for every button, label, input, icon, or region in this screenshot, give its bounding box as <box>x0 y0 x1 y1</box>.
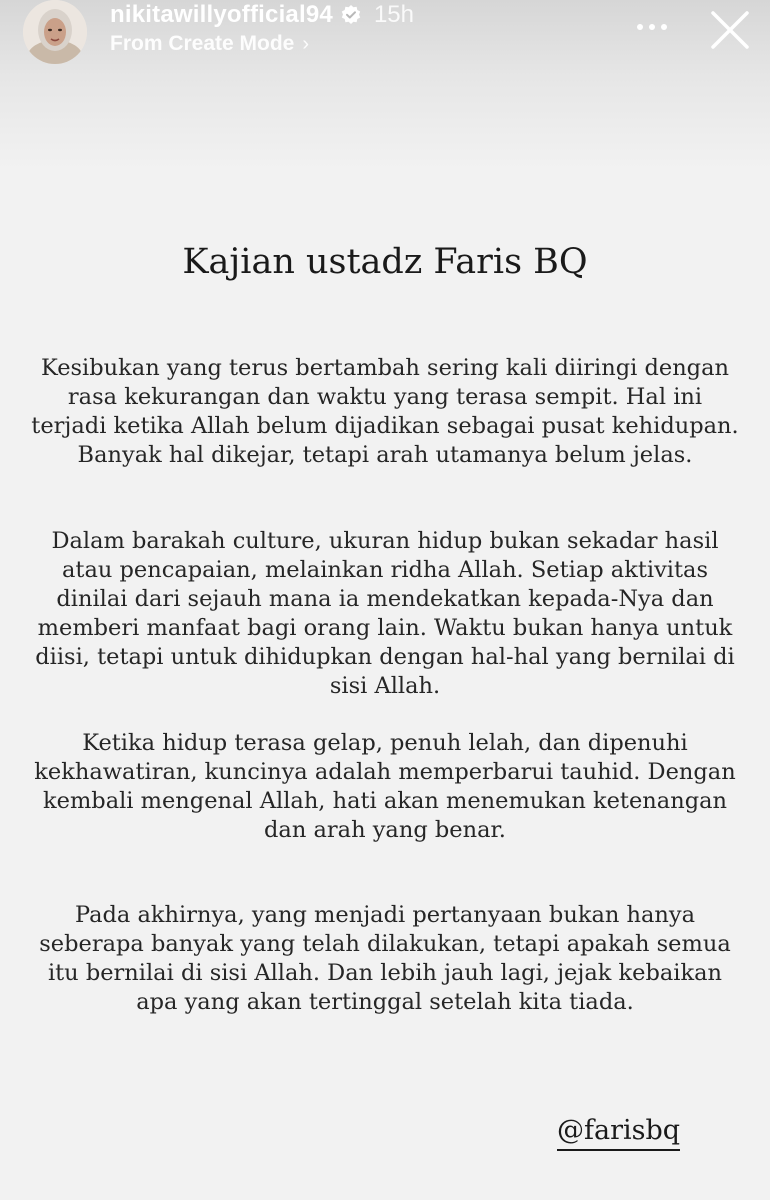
story-paragraph-2: Dalam barakah culture, ukuran hidup bukan sekadar hasil atau pencapaian, melainkan ridha Allah. Setiap aktivitas dinilai dari sejauh mana ia mendekatkan kepada-Nya dan memberi manfaat bagi orang lain. Waktu bukan hanya untuk diisi, tetapi untuk dihidupkan dengan hal-hal yang bernilai di sisi Allah. <box>35 528 735 699</box>
user-info <box>110 0 414 56</box>
username[interactable]: nikitawillyofficial94 <box>110 1 333 28</box>
create-mode-link[interactable] <box>110 32 414 56</box>
chevron-right-icon: › <box>302 32 310 55</box>
name-row <box>110 0 414 30</box>
story-paragraph-3: Ketika hidup terasa gelap, penuh lelah, dan dipenuhi kekhawatiran, kuncinya adalah memperbarui tauhid. Dengan kembali mengenal Allah, hati akan menemukan ketenangan dan arah yang benar. <box>34 730 736 843</box>
story-paragraph-1: Kesibukan yang terus bertambah sering kali diiringi dengan rasa kekurangan dan waktu yang terasa sempit. Hal ini terjadi ketika Allah belum dijadikan sebagai pusat kehidupan. Banyak hal dikejar, tetapi arah utamanya belum jelas. <box>31 355 739 468</box>
source-label: From Create Mode <box>110 32 295 55</box>
mention-tag[interactable]: @farisbq <box>557 1114 680 1151</box>
more-dots-icon <box>630 12 674 42</box>
close-icon <box>708 8 752 52</box>
more-options-button[interactable] <box>630 12 674 42</box>
close-button[interactable] <box>708 8 752 52</box>
post-time: 15h <box>373 1 414 28</box>
avatar[interactable] <box>23 0 87 64</box>
profile-avatar-icon <box>23 0 87 64</box>
story-title: Kajian ustadz Faris BQ <box>182 242 588 282</box>
story-header <box>0 0 770 70</box>
verified-badge-icon <box>340 4 362 26</box>
story-paragraph-4: Pada akhirnya, yang menjadi pertanyaan bukan hanya seberapa banyak yang telah dilakukan, tetapi apakah semua itu bernilai di sisi Allah. Dan lebih jauh lagi, jejak kebaikan apa yang akan tertinggal setelah kita tiada. <box>39 902 731 1015</box>
